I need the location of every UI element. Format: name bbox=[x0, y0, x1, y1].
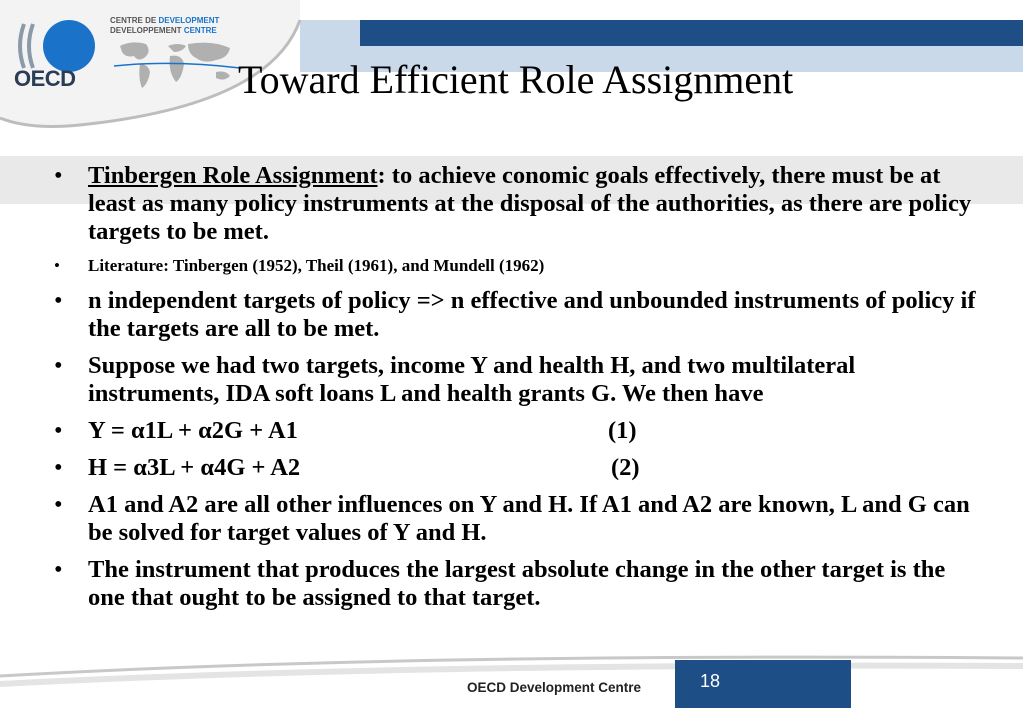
equation-1: Y = α1L + α2G + A1 bbox=[88, 417, 298, 444]
centre-logo-en-2: CENTRE bbox=[183, 26, 217, 35]
slide-title: Toward Efficient Role Assignment bbox=[238, 57, 794, 102]
footer-curve bbox=[0, 648, 1023, 708]
bullet-list bbox=[50, 162, 980, 621]
page-number: 18 bbox=[700, 671, 721, 691]
bullet-literature: • Literature: Tinbergen (1952), Theil (1961), and Mundell (1962) bbox=[50, 255, 980, 277]
bullet-equation-1 bbox=[50, 417, 980, 445]
centre-logo-text bbox=[110, 16, 219, 36]
bullet-tinbergen-term: Tinbergen Role Assignment bbox=[88, 162, 378, 189]
equation-1-number: (1) bbox=[608, 417, 637, 444]
oecd-logo-text: OECD bbox=[14, 66, 76, 91]
bullet-tinbergen-text: : to achieve conomic goals effectively, there must be at least as many policy instruments at the disposal of the authorities, as there are policy targets to be met. bbox=[88, 162, 972, 245]
bullet-n-targets: • n independent targets of policy => n effective and unbounded instruments of policy if the targets are all to be met. bbox=[50, 287, 980, 343]
bullet-tinbergen bbox=[50, 162, 980, 246]
bullet-instrument-assignment: • The instrument that produces the largest absolute change in the other target is the one that ought to be assigned to that target. bbox=[50, 556, 980, 612]
centre-logo-en-1: DEVELOPMENT bbox=[158, 16, 220, 25]
bullet-other-influences: • A1 and A2 are all other influences on Y and H. If A1 and A2 are known, L and G can be solved for target values of Y and H. bbox=[50, 491, 980, 547]
equation-2-number: (2) bbox=[611, 454, 640, 481]
centre-logo-fr-2: DEVELOPPEMENT bbox=[110, 26, 182, 35]
equation-2: H = α3L + α4G + A2 bbox=[88, 454, 301, 481]
footer-label: OECD Development Centre bbox=[467, 680, 642, 695]
bullet-two-targets: • Suppose we had two targets, income Y and health H, and two multilateral instruments, IDA soft loans L and health grants G. We then have bbox=[50, 352, 980, 408]
bullet-equation-2 bbox=[50, 454, 980, 482]
header-band-dark bbox=[360, 20, 1023, 46]
centre-logo-fr-1: CENTRE DE bbox=[110, 16, 157, 25]
world-map-icon bbox=[112, 38, 242, 93]
